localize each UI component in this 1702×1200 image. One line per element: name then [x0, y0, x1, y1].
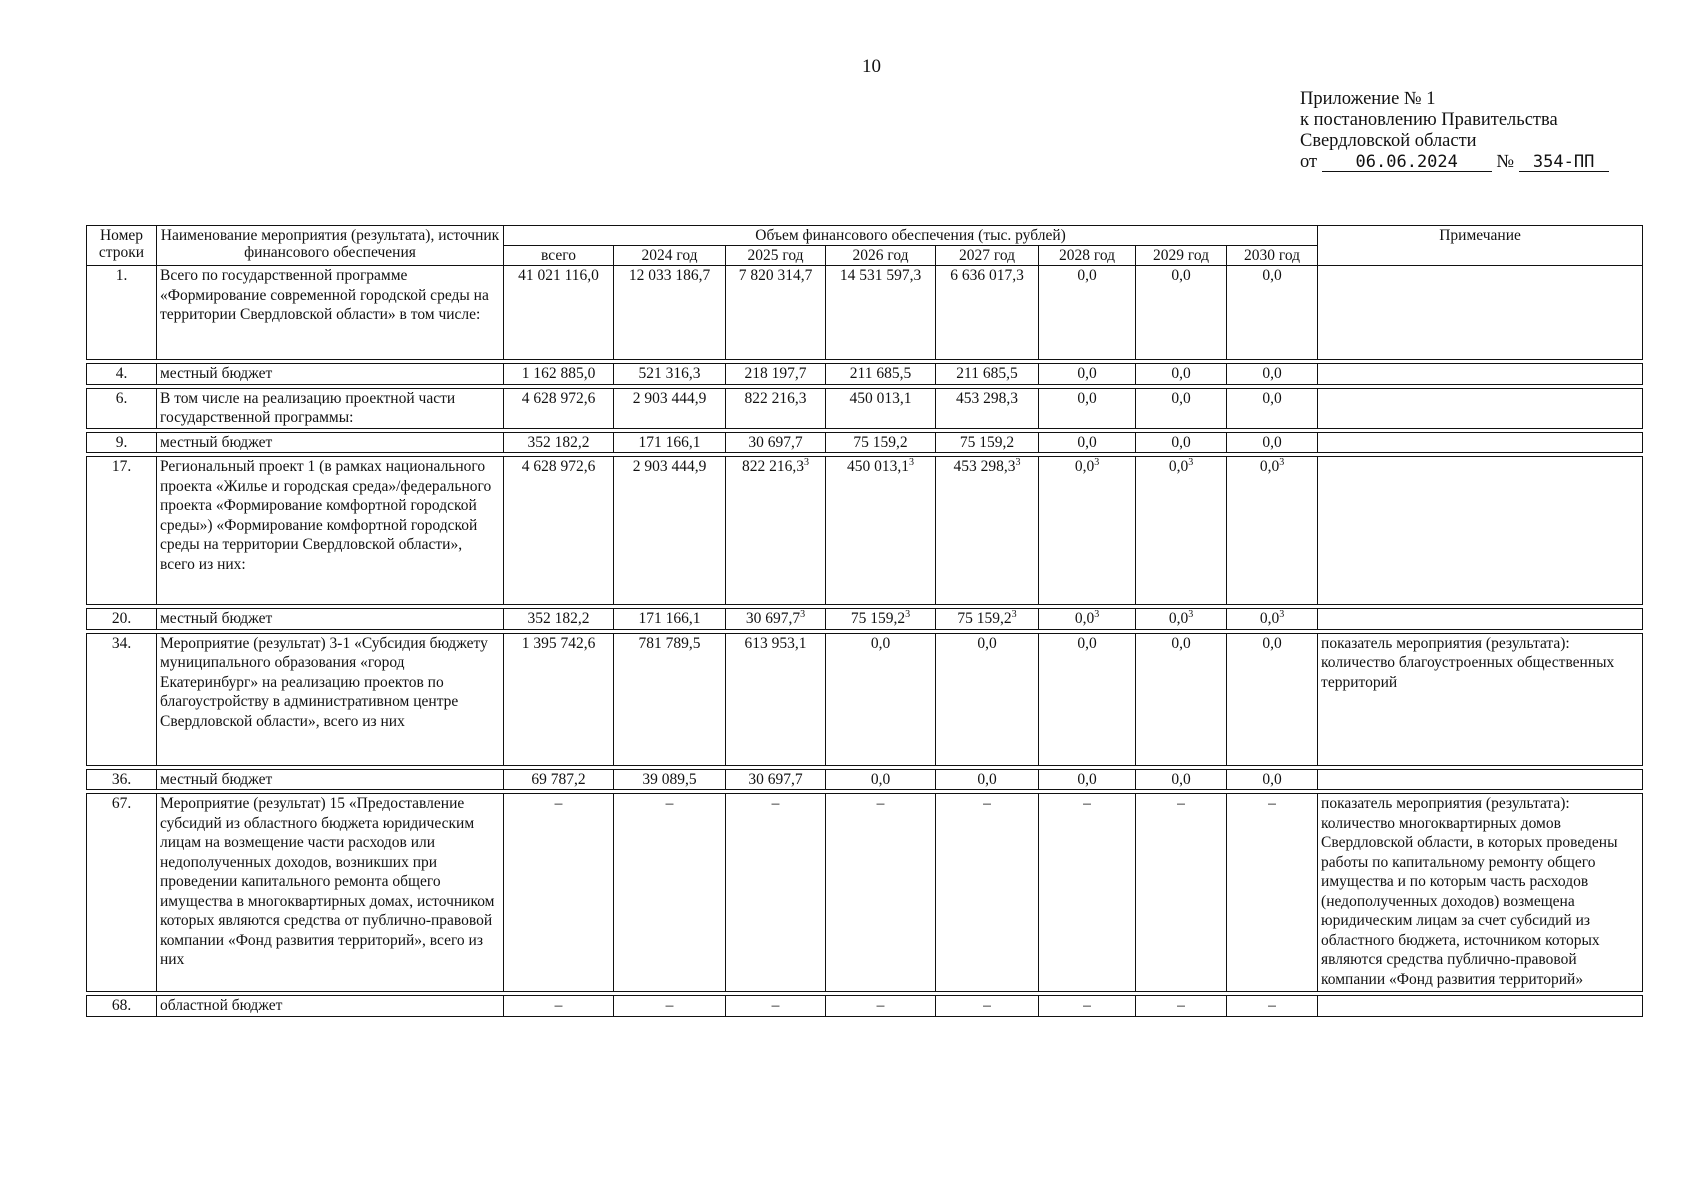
value-cell [936, 996, 1039, 1017]
value-cell [726, 769, 826, 790]
value-cell [1039, 769, 1136, 790]
value-text: 781 789,5 [638, 634, 701, 652]
footnote-marker: 3 [1279, 608, 1285, 620]
value-cell [1136, 457, 1227, 605]
value-text: 0,0 [1259, 458, 1280, 475]
value-text: – [665, 997, 674, 1014]
value-text: 0,0 [1171, 389, 1191, 407]
value-text: 450 013,1 [847, 458, 909, 475]
value-cell [1136, 996, 1227, 1017]
row-note-cell [1318, 457, 1643, 605]
value-text: 30 697,7 [748, 433, 803, 451]
row-note-cell [1318, 609, 1643, 630]
value-text: 521 316,3 [638, 365, 701, 382]
header-col-2029: 2029 год [1136, 246, 1227, 266]
value-cell [1227, 364, 1318, 385]
value-text: 0,0 [1077, 770, 1097, 788]
value-cell [826, 457, 936, 605]
table-row [87, 609, 1643, 630]
value-cell [1039, 794, 1136, 992]
value-text: 75 159,2 [853, 433, 908, 451]
value-text: – [554, 997, 563, 1014]
value-text: 0,0 [1171, 433, 1191, 451]
value-cell [504, 633, 614, 765]
footnote-marker: 3 [800, 608, 806, 620]
value-text: 453 298,3 [956, 389, 1018, 407]
value-cell [726, 432, 826, 453]
value-text: 0,0 [1262, 770, 1282, 788]
table-row [87, 266, 1643, 360]
value-cell [1039, 609, 1136, 630]
value-text: 75 159,2 [959, 433, 1015, 451]
value-text: 4 628 972,6 [521, 389, 596, 407]
value-cell [1039, 633, 1136, 765]
value-cell [1136, 769, 1227, 790]
value-text: 75 159,2 [850, 610, 906, 627]
appendix-line: Свердловской области [1300, 131, 1477, 151]
header-row-number: Номер строки [87, 226, 157, 266]
value-cell [1039, 432, 1136, 453]
value-text: 0,0 [870, 770, 891, 788]
value-cell [1136, 388, 1227, 428]
value-cell [1227, 769, 1318, 790]
value-text: 6 636 017,3 [950, 267, 1024, 284]
value-cell [936, 633, 1039, 765]
footnote-marker: 3 [1188, 456, 1194, 468]
value-cell [936, 432, 1039, 453]
table-row [87, 432, 1643, 453]
row-number-cell: 17. [87, 457, 157, 605]
value-cell [1136, 266, 1227, 360]
value-text: 0,0 [1171, 770, 1191, 788]
value-cell [504, 457, 614, 605]
value-cell [504, 794, 614, 992]
value-cell [826, 769, 936, 790]
value-text: 1 395 742,6 [521, 634, 596, 652]
value-text: 0,0 [1262, 433, 1282, 451]
row-name-cell: областной бюджет [157, 996, 504, 1017]
value-cell [936, 388, 1039, 428]
value-text: 0,0 [1077, 634, 1097, 652]
value-cell [1136, 794, 1227, 992]
date-prefix: от [1300, 152, 1318, 172]
value-cell [936, 266, 1039, 360]
header-col-2030: 2030 год [1227, 246, 1318, 266]
footnote-marker: 3 [1094, 456, 1100, 468]
value-text: 0,0 [1262, 267, 1282, 284]
value-text: – [554, 795, 563, 812]
value-text: 0,0 [1262, 365, 1282, 382]
value-text: – [983, 795, 991, 812]
row-number-cell: 9. [87, 432, 157, 453]
value-cell [1227, 457, 1318, 605]
value-cell [936, 769, 1039, 790]
row-number-cell: 20. [87, 609, 157, 630]
value-cell [726, 609, 826, 630]
value-text: 0,0 [1259, 610, 1280, 627]
row-number-cell: 67. [87, 794, 157, 992]
value-text: 0,0 [1077, 365, 1097, 382]
value-cell [1136, 633, 1227, 765]
value-text: 352 182,2 [527, 433, 590, 451]
value-text: 4 628 972,6 [521, 458, 596, 475]
value-cell [1227, 633, 1318, 765]
table-row [87, 769, 1643, 790]
row-name-cell: местный бюджет [157, 609, 504, 630]
value-text: – [665, 795, 674, 812]
value-text: 2 903 444,9 [632, 389, 707, 407]
appendix-header [1300, 89, 1609, 173]
value-cell [1039, 388, 1136, 428]
table-row [87, 364, 1643, 385]
value-cell [1039, 364, 1136, 385]
date-value: 06.06.2024 [1322, 153, 1492, 172]
row-name-cell: местный бюджет [157, 769, 504, 790]
value-text: 453 298,3 [953, 458, 1016, 475]
value-cell [826, 364, 936, 385]
value-text: 0,0 [977, 770, 997, 788]
table-row [87, 388, 1643, 428]
value-cell [1227, 996, 1318, 1017]
row-number-cell: 6. [87, 388, 157, 428]
value-text: 211 685,5 [956, 365, 1018, 382]
row-number-cell: 36. [87, 769, 157, 790]
value-cell [826, 432, 936, 453]
value-cell [1227, 609, 1318, 630]
value-text: 0,0 [1077, 433, 1097, 451]
value-text: – [876, 997, 885, 1014]
value-cell [726, 457, 826, 605]
value-cell [726, 633, 826, 765]
value-cell [826, 609, 936, 630]
row-name-cell: Мероприятие (результат) 3-1 «Субсидия бюджету муниципального образования «город Екатеринбург» на реализацию проектов по благоустройству в административном центре Свердловской области», всего из них [157, 633, 504, 765]
footnote-marker: 3 [1011, 608, 1017, 620]
value-text: 171 166,1 [638, 433, 701, 451]
row-name-cell: Мероприятие (результат) 15 «Предоставление субсидий из областного бюджета юридическим лицам на возмещение части расходов или недополученных доходов, возникших при проведении капитального ремонта общего имущества в многоквартирных домах, источником которых являются средства от публично-правовой компании «Фонд развития территорий», всего из них [157, 794, 504, 992]
value-text: – [1177, 997, 1185, 1014]
row-number-cell: 1. [87, 266, 157, 360]
value-text: – [1268, 795, 1276, 812]
header-col-2028: 2028 год [1039, 246, 1136, 266]
value-cell [504, 769, 614, 790]
value-cell [826, 266, 936, 360]
value-text: 0,0 [1262, 634, 1282, 652]
value-cell [504, 432, 614, 453]
header-col-2024: 2024 год [614, 246, 726, 266]
row-note-cell: показатель мероприятия (результата): количество благоустроенных общественных территорий [1318, 633, 1643, 765]
value-text: – [771, 795, 780, 812]
value-text: 0,0 [1171, 267, 1191, 284]
table-row [87, 633, 1643, 765]
header-volume-group: Объем финансового обеспечения (тыс. рублей) [504, 226, 1318, 246]
value-text: – [1268, 997, 1276, 1014]
appendix-line: Приложение № 1 [1300, 89, 1436, 109]
value-text: 0,0 [1077, 267, 1097, 284]
value-cell [936, 457, 1039, 605]
value-cell [726, 266, 826, 360]
value-text: 0,0 [1074, 610, 1095, 627]
value-cell [1039, 266, 1136, 360]
value-cell [1227, 432, 1318, 453]
value-cell [936, 794, 1039, 992]
header-note: Примечание [1318, 226, 1643, 266]
value-text: 0,0 [1262, 389, 1282, 407]
value-cell [726, 794, 826, 992]
footnote-marker: 3 [1015, 456, 1021, 468]
value-cell [614, 457, 726, 605]
row-note-cell [1318, 996, 1643, 1017]
value-text: 30 697,7 [748, 770, 803, 788]
row-note-cell [1318, 364, 1643, 385]
value-cell [614, 996, 726, 1017]
value-text: 14 531 597,3 [839, 267, 922, 284]
value-text: 69 787,2 [531, 770, 586, 788]
number-sign: № [1496, 152, 1514, 172]
value-text: 41 021 116,0 [518, 267, 599, 284]
value-cell [936, 609, 1039, 630]
value-text: 0,0 [1074, 458, 1095, 475]
value-cell [1136, 432, 1227, 453]
footnote-marker: 3 [909, 456, 914, 468]
value-cell [614, 633, 726, 765]
value-cell [504, 996, 614, 1017]
page-number: 10 [862, 56, 881, 77]
row-name-cell: местный бюджет [157, 432, 504, 453]
row-number-cell: 68. [87, 996, 157, 1017]
value-cell [1227, 388, 1318, 428]
value-cell [1136, 609, 1227, 630]
row-note-cell [1318, 388, 1643, 428]
value-text: 30 697,7 [745, 610, 801, 627]
row-name-cell: Всего по государственной программе «Формирование современной городской среды на территории Свердловской области» в том числе: [157, 266, 504, 360]
value-text: 352 182,2 [527, 610, 590, 627]
value-text: 1 162 885,0 [521, 365, 596, 382]
value-cell [726, 996, 826, 1017]
number-value: 354-ПП [1519, 153, 1609, 172]
value-cell [826, 388, 936, 428]
value-text: – [1083, 997, 1091, 1014]
value-cell [504, 364, 614, 385]
header-col-2027: 2027 год [936, 246, 1039, 266]
footnote-marker: 3 [1094, 608, 1100, 620]
value-text: – [1177, 795, 1185, 812]
value-cell [504, 609, 614, 630]
value-cell [504, 388, 614, 428]
row-number-cell: 34. [87, 633, 157, 765]
value-text: 7 820 314,7 [738, 267, 813, 284]
value-text: 0,0 [870, 634, 891, 652]
value-text: – [771, 997, 780, 1014]
header-col-2025: 2025 год [726, 246, 826, 266]
footnote-marker: 3 [905, 608, 911, 620]
table-row [87, 457, 1643, 605]
value-cell [504, 266, 614, 360]
footnote-marker: 3 [1188, 608, 1194, 620]
header-col-2026: 2026 год [826, 246, 936, 266]
value-text: 2 903 444,9 [632, 458, 707, 475]
row-note-cell [1318, 769, 1643, 790]
value-text: 822 216,3 [742, 458, 804, 475]
value-cell [826, 996, 936, 1017]
value-text: 0,0 [1077, 389, 1097, 407]
value-text: 0,0 [1168, 610, 1189, 627]
value-cell [614, 364, 726, 385]
value-cell [826, 794, 936, 992]
value-text: 0,0 [1171, 634, 1191, 652]
value-text: 211 685,5 [849, 365, 912, 382]
value-cell [1136, 364, 1227, 385]
header-name: Наименование мероприятия (результата), источник финансового обеспечения [157, 226, 504, 266]
row-number-cell: 4. [87, 364, 157, 385]
value-cell [614, 266, 726, 360]
value-text: 822 216,3 [744, 389, 807, 407]
value-text: 0,0 [1171, 365, 1191, 382]
value-cell [1227, 794, 1318, 992]
value-text: 75 159,2 [957, 610, 1012, 627]
value-text: 0,0 [1168, 458, 1189, 475]
value-cell [1039, 996, 1136, 1017]
value-text: 218 197,7 [744, 365, 807, 382]
header-col-total: всего [504, 246, 614, 266]
value-text: 613 953,1 [744, 634, 807, 652]
row-name-cell: местный бюджет [157, 364, 504, 385]
financing-table [86, 225, 1643, 1017]
value-cell [826, 633, 936, 765]
value-text: 39 089,5 [642, 770, 697, 788]
row-note-cell [1318, 266, 1643, 360]
row-note-cell [1318, 432, 1643, 453]
value-text: – [983, 997, 991, 1014]
appendix-date-line [1300, 152, 1609, 173]
value-text: – [876, 795, 885, 812]
value-cell [614, 794, 726, 992]
value-cell [726, 388, 826, 428]
value-cell [1039, 457, 1136, 605]
row-name-cell: Региональный проект 1 (в рамках национального проекта «Жилье и городская среда»/федерального проекта «Формирование комфортной городской среды») «Формирование комфортной городской среды на территории Свердловской области», всего из них: [157, 457, 504, 605]
value-cell [1227, 266, 1318, 360]
table-row [87, 794, 1643, 992]
row-name-cell: В том числе на реализацию проектной части государственной программы: [157, 388, 504, 428]
value-cell [614, 388, 726, 428]
value-cell [936, 364, 1039, 385]
value-cell [614, 609, 726, 630]
value-text: 171 166,1 [638, 610, 701, 627]
value-cell [614, 769, 726, 790]
value-text: 450 013,1 [849, 389, 912, 407]
appendix-line: к постановлению Правительства [1300, 110, 1558, 130]
value-text: 0,0 [977, 634, 997, 652]
footnote-marker: 3 [1279, 456, 1285, 468]
row-note-cell: показатель мероприятия (результата): количество многоквартирных домов Свердловской области, в которых проведены работы по капитальному ремонту общего имущества и по которым часть расходов (недополученных доходов) возмещена юридическим лицам за счет субсидий из областного бюджета, источником которых являются средства публично-правовой компании «Фонд развития территорий» [1318, 794, 1643, 992]
value-cell [726, 364, 826, 385]
table-row [87, 996, 1643, 1017]
value-text: – [1083, 795, 1091, 812]
value-text: 12 033 186,7 [628, 267, 711, 284]
footnote-marker: 3 [804, 456, 809, 468]
value-cell [614, 432, 726, 453]
